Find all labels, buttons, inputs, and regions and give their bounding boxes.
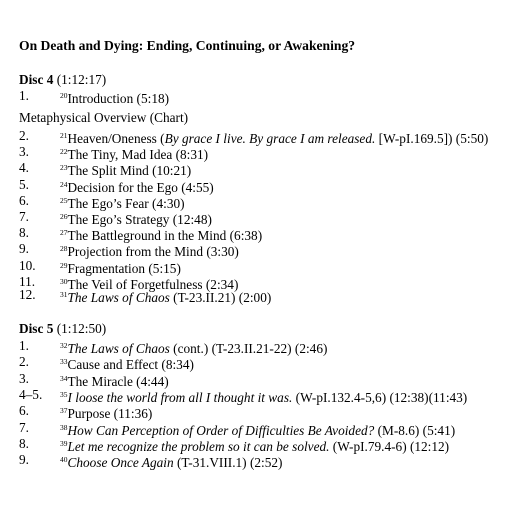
track-number: 8.	[19, 225, 29, 241]
page-title: On Death and Dying: Ending, Continuing, or Awakening?	[19, 38, 356, 53]
disc-4-duration: (1:12:17)	[56, 72, 107, 87]
track-title: Projection from the Mind (3:30)	[67, 244, 239, 260]
track-number: 3.	[19, 370, 29, 386]
track-superscript: 35	[60, 389, 68, 399]
track-title-italic: By grace I live. By grace I am released.	[164, 131, 376, 146]
track-title: The Battleground in the Mind (6:38)	[67, 228, 263, 244]
track-number: 7.	[19, 419, 29, 435]
track-superscript: 37	[60, 406, 68, 416]
track-superscript: 25	[60, 195, 68, 205]
track-superscript: 31	[60, 290, 68, 299]
track-superscript: 23	[60, 163, 68, 173]
track-superscript: 34	[60, 373, 68, 383]
track-number: 2.	[19, 354, 29, 370]
track-number: 12.	[19, 287, 36, 302]
track-number: 1.	[19, 88, 29, 103]
disc-4-label: Disc 4	[19, 72, 54, 87]
track-superscript: 22	[60, 147, 68, 157]
track-title: Purpose (11:36)	[67, 406, 153, 422]
track-number: 10.	[19, 257, 36, 273]
track-title-italic: I loose the world from all I thought it was.	[67, 389, 293, 405]
track-title: The Ego’s Strategy (12:48)	[67, 212, 212, 227]
track-number: 4–5.	[19, 386, 43, 402]
track-reference: (M-8.6) (5:41)	[374, 422, 456, 438]
track-title-italic: Choose Once Again	[67, 455, 174, 471]
track-title: Heaven/Oneness (	[67, 131, 165, 146]
track-superscript: 40	[60, 455, 68, 465]
track-number: 8.	[19, 435, 29, 451]
track-superscript: 27	[60, 228, 68, 238]
disc-5-duration: (1:12:50)	[56, 321, 107, 336]
track-number: 7.	[19, 209, 29, 224]
track-number: 5.	[19, 176, 29, 192]
track-reference: (T-23.II.21) (2:00)	[169, 290, 272, 305]
track-superscript: 38	[60, 422, 68, 432]
track-title-italic: The Laws of Chaos	[67, 341, 170, 356]
track-superscript: 30	[60, 276, 68, 286]
track-number: 9.	[19, 241, 29, 257]
track-number: 9.	[19, 452, 29, 468]
track-number: 6.	[19, 403, 29, 419]
track-number: 3.	[19, 144, 29, 160]
track-superscript: 33	[60, 357, 68, 367]
track-title: Introduction (5:18)	[67, 91, 170, 106]
track-title: Fragmentation (5:15)	[67, 260, 181, 276]
track-title-italic: Let me recognize the problem so it can be solved.	[67, 438, 330, 454]
track-reference: (cont.) (T-23.II.21-22) (2:46)	[169, 341, 328, 356]
track-superscript: 24	[60, 179, 68, 189]
track-superscript: 21	[60, 131, 68, 140]
track-superscript: 28	[60, 244, 68, 254]
track-title: The Tiny, Mad Idea (8:31)	[67, 147, 209, 163]
disc-4-header	[19, 72, 106, 88]
track-title: The Miracle (4:44)	[67, 373, 169, 389]
disc-5-label: Disc 5	[19, 321, 54, 336]
track-superscript: 26	[60, 212, 68, 221]
track-reference: [W-pI.169.5]) (5:50)	[375, 131, 489, 146]
track-reference: (W-pI.132.4-5,6) (12:38)(11:43)	[292, 389, 468, 405]
track-title: Cause and Effect (8:34)	[67, 357, 194, 373]
track-reference: (W-pI.79.4-6) (12:12)	[329, 438, 450, 454]
track-superscript: 20	[60, 91, 68, 100]
section-heading: Metaphysical Overview (Chart)	[19, 110, 189, 125]
track-title: The Split Mind (10:21)	[67, 163, 192, 179]
track-superscript: 39	[60, 438, 68, 448]
track-title-italic: The Laws of Chaos	[67, 290, 170, 305]
track-superscript: 32	[60, 341, 68, 350]
track-number: 6.	[19, 192, 29, 208]
track-superscript: 29	[60, 260, 68, 270]
track-number: 1.	[19, 338, 29, 353]
disc-5-header	[19, 321, 106, 337]
track-title-italic: How Can Perception of Order of Difficulties Be Avoided?	[67, 422, 375, 438]
track-title: The Veil of Forgetfulness (2:34)	[67, 276, 239, 292]
track-reference: (T-31.VIII.1) (2:52)	[173, 455, 283, 471]
track-number: 4.	[19, 160, 29, 176]
track-number: 11.	[19, 273, 36, 289]
track-title: Decision for the Ego (4:55)	[67, 179, 214, 195]
track-title: The Ego’s Fear (4:30)	[67, 195, 185, 211]
track-number: 2.	[19, 128, 29, 143]
